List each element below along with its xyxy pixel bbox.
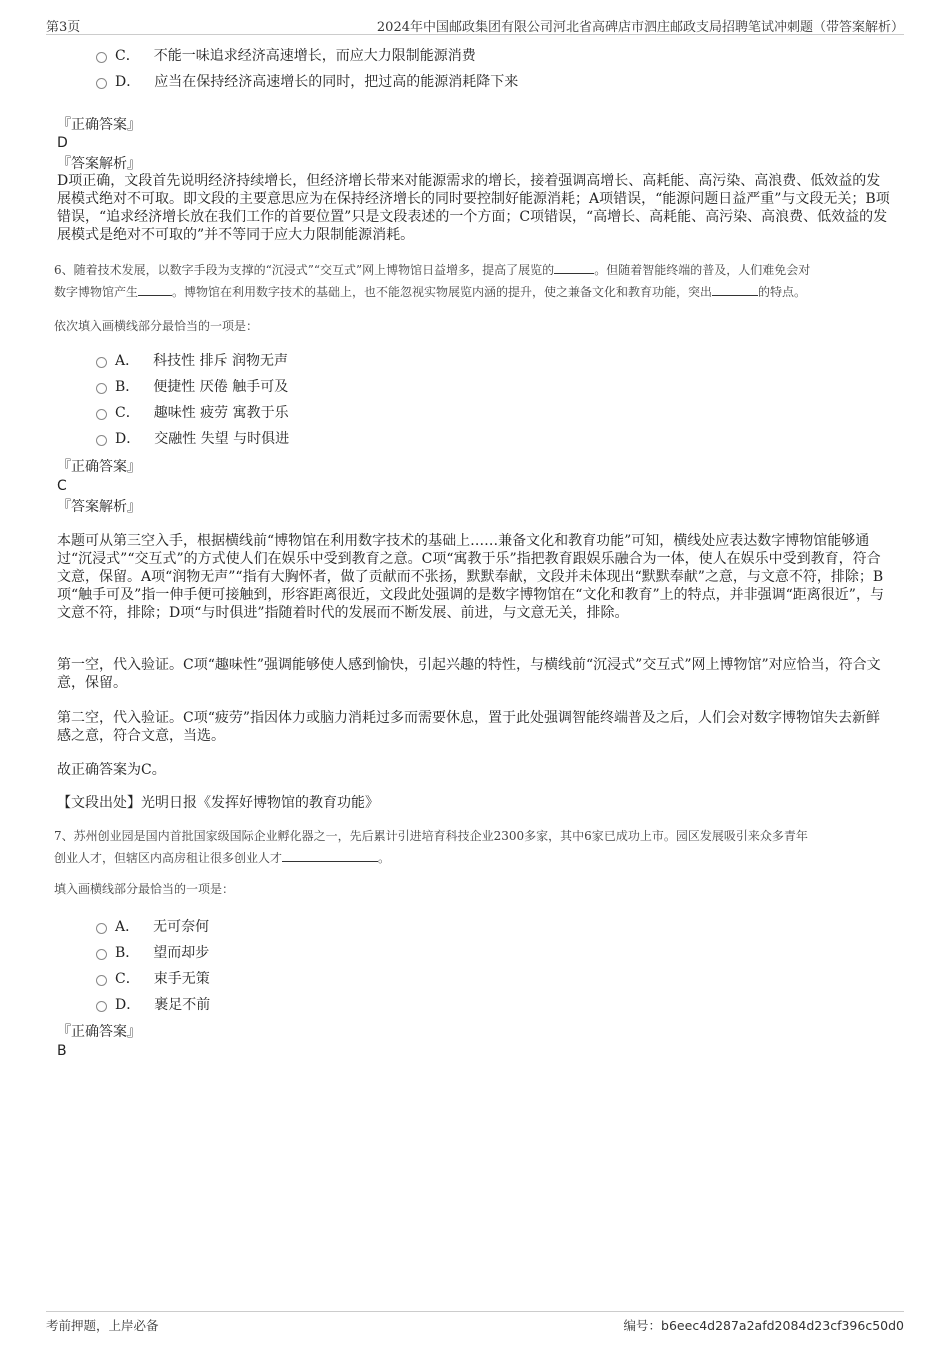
- radio-icon[interactable]: [96, 357, 107, 368]
- option-q6-c[interactable]: C． 趣味性 疲劳 寓教于乐: [96, 403, 289, 423]
- radio-icon[interactable]: [96, 923, 107, 934]
- radio-icon[interactable]: [96, 52, 107, 63]
- analysis-label: 『答案解析』: [57, 499, 141, 515]
- option-q7-a[interactable]: A． 无可奈何: [96, 917, 209, 937]
- option-q6-b[interactable]: B． 便捷性 厌倦 触手可及: [96, 377, 288, 397]
- page-header: [46, 14, 904, 35]
- question-6-prompt: 依次填入画横线部分最恰当的一项是：: [54, 319, 259, 333]
- analysis-paragraph-1: 本题可从第三空入手，根据横线前“博物馆在利用数字技术的基础上……兼备文化和教育功能”可知，横线处应表达数字博物馆能够通过“沉浸式”“交互式”的方式使人们在娱乐中受到教育之意。C项“寓教于乐”指把教育跟娱乐融合为一体，使人在娱乐中受到教育，符合文意，保留。A项“润物无声”“指有大胸怀者，做了贡献而不张扬，默默奉献，文段并未体现出“默默奉献”之意，与文意不符，排除；B项“触手可及”指一伸手便可接触到，形容距离很近，文段此处强调的是数字博物馆在“文化和教育”上的特点，并非强调“距离很近”，与文意不符，排除；D项“与时俱进”指随着时代的发展而不断发展、前进，与文意无关，排除。: [57, 533, 884, 621]
- radio-icon[interactable]: [96, 1001, 107, 1012]
- radio-icon[interactable]: [96, 409, 107, 420]
- footer-slogan: 考前押题，上岸必备: [46, 1318, 159, 1333]
- footer-code: 编号：b6eec4d287a2afd2084d23cf396c50d0: [623, 1318, 904, 1333]
- radio-icon[interactable]: [96, 975, 107, 986]
- analysis-paragraph-4: 故正确答案为C。: [57, 762, 166, 778]
- question-7-prompt: 填入画横线部分最恰当的一项是：: [54, 882, 235, 896]
- source-citation: 【文段出处】光明日报《发挥好博物馆的教育功能》: [57, 795, 379, 811]
- question-6-stem: 6、随着技术发展，以数字手段为支撑的“沉浸式”“交互式”网上博物馆日益增多，提高了展览的 。但随着智能终端的普及，人们难免会对 数字博物馆产生 。博物馆在利用数字技术的基础上，也不能忽视实物展览内涵的提升，使之兼备文化和教育功能，突出 的特点。: [54, 263, 811, 299]
- answer-value: B: [57, 1043, 67, 1059]
- answer-value: D: [57, 135, 68, 151]
- blank-3: [712, 283, 758, 296]
- blank-2: [138, 283, 172, 296]
- answer-value: C: [57, 478, 67, 494]
- page-footer: [46, 1311, 904, 1333]
- question-7-stem: 7、苏州创业园是国内首批国家级国际企业孵化器之一，先后累计引进培育科技企业2300多家，其中6家已成功上市。园区发展吸引来众多青年 创业人才，但辖区内高房租让很多创业人才 。: [54, 829, 808, 865]
- answer-label: 『正确答案』: [57, 1024, 141, 1040]
- option-q6-d[interactable]: D． 交融性 失望 与时俱进: [96, 429, 289, 449]
- document-title: 2024年中国邮政集团有限公司河北省高碑店市泗庄邮政支局招聘笔试冲刺题（带答案解析）: [376, 20, 904, 35]
- option-q7-c[interactable]: C． 束手无策: [96, 969, 210, 989]
- option-q7-b[interactable]: B． 望而却步: [96, 943, 209, 963]
- radio-icon[interactable]: [96, 383, 107, 394]
- analysis-paragraph-3: 第二空，代入验证。C项“疲劳”指因体力或脑力消耗过多而需要休息，置于此处强调智能终端普及之后，人们会对数字博物馆失去新鲜感之意，符合文意，当选。: [57, 710, 881, 744]
- option-q5-d[interactable]: D． 应当在保持经济高速增长的同时，把过高的能源消耗降下来: [96, 72, 518, 92]
- option-q5-c[interactable]: C． 不能一味追求经济高速增长，而应大力限制能源消费: [96, 46, 476, 66]
- radio-icon[interactable]: [96, 78, 107, 89]
- option-q7-d[interactable]: D． 裹足不前: [96, 995, 210, 1015]
- blank-1: [282, 849, 378, 862]
- radio-icon[interactable]: [96, 949, 107, 960]
- answer-label: 『正确答案』: [57, 459, 141, 475]
- option-q6-a[interactable]: A． 科技性 排斥 润物无声: [96, 351, 288, 371]
- page-number: 第3页: [46, 20, 81, 35]
- answer-label: 『正确答案』: [57, 117, 141, 133]
- analysis-text: D项正确，文段首先说明经济持续增长，但经济增长带来对能源需求的增长，接着强调高增长、高耗能、高污染、高浪费、低效益的发展模式绝对不可取。即文段的主要意思应为在保持经济增长的同时要控制好能源消耗；A项错误，“能源问题日益严重”与文段无关；B项错误，“追求经济增长放在我们工作的首要位置”只是文段表述的一个方面；C项错误，“高增长、高耗能、高污染、高浪费、低效益的发展模式是绝对不可取的”并不等同于应大力限制能源消耗。: [57, 173, 890, 243]
- blank-1: [554, 261, 594, 274]
- analysis-paragraph-2: 第一空，代入验证。C项“趣味性”强调能够使人感到愉快，引起兴趣的特性，与横线前“沉浸式”交互式”网上博物馆”对应恰当，符合文意，保留。: [57, 657, 881, 691]
- radio-icon[interactable]: [96, 435, 107, 446]
- analysis-label: 『答案解析』: [57, 156, 141, 172]
